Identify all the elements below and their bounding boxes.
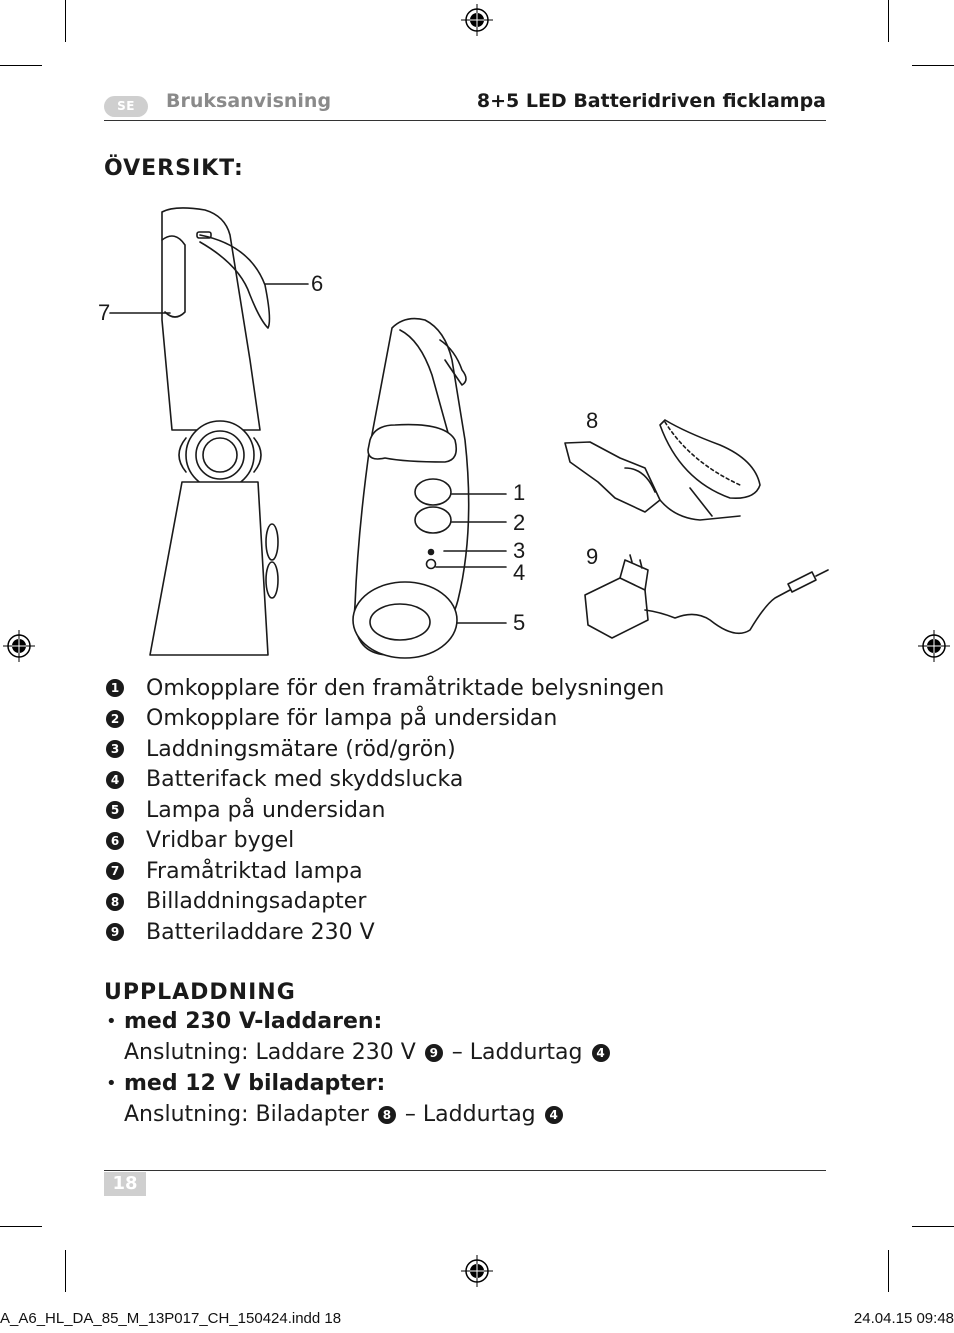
list-item [106,704,664,735]
mains-charger-drawing [585,555,828,638]
slug-date: 24.04.15 09:48 [853,1310,954,1327]
list-item [106,1006,612,1068]
header-right-title: 8+5 LED Batteridriven ficklampa [476,90,826,112]
list-item [106,917,664,948]
number-badge: 1 [106,679,124,697]
legend-label: Omkopplare för den framåtriktade belysningen [146,675,665,701]
registration-mark-right [918,630,950,662]
callout-2: 2 [513,510,526,535]
connection-text: Anslutning: Laddare 230 V [124,1040,416,1065]
number-badge: 3 [106,740,124,758]
connection-text: Anslutning: Biladapter [124,1102,369,1127]
front-lamp-drawing [150,208,278,655]
bullet-title: med 12 V biladapter: [124,1071,386,1096]
list-item [106,765,664,796]
number-badge: 7 [106,862,124,880]
callout-4: 4 [513,560,526,585]
language-badge: SE [104,96,148,117]
legend-label: Lampa på undersidan [146,797,386,823]
registration-mark-left [3,630,35,662]
connection-text-middle: – Laddurtag [451,1040,583,1065]
number-badge: 9 [425,1044,443,1062]
number-badge: 2 [106,710,124,728]
header-left-title: Bruksanvisning [166,90,332,112]
number-badge: 9 [106,923,124,941]
number-badge: 5 [106,801,124,819]
slug-file: A_A6_HL_DA_85_M_13P017_CH_150424.indd 18 [0,1310,342,1327]
list-item [106,856,664,887]
callout-3: 3 [513,538,526,563]
angled-lamp-drawing [353,319,469,658]
legend-label: Omkopplare för lampa på undersidan [146,706,558,732]
legend-label: Batterifack med skyddslucka [146,767,464,793]
list-item [106,1068,612,1130]
product-illustration [100,200,830,665]
number-badge: 8 [106,893,124,911]
callout-6: 6 [311,271,324,296]
number-badge: 4 [592,1044,610,1062]
number-badge: 6 [106,832,124,850]
car-adapter-drawing [565,420,760,520]
overview-heading: ÖVERSIKT: [104,156,244,181]
legend-label: Vridbar bygel [146,828,295,854]
callout-8: 8 [586,408,599,433]
page-number: 18 [104,1172,146,1196]
charging-list [106,1006,612,1130]
bullet-icon: • [106,1011,117,1032]
header-rule [104,120,826,121]
callout-7: 7 [98,300,111,325]
list-item [106,734,664,765]
bullet-icon: • [106,1073,117,1094]
legend-label: Billaddningsadapter [146,889,367,915]
callout-1: 1 [513,480,526,505]
callout-9: 9 [586,544,599,569]
number-badge: 4 [106,771,124,789]
registration-mark-bottom [461,1255,493,1287]
connection-text-middle: – Laddurtag [404,1102,536,1127]
number-badge: 8 [378,1106,396,1124]
overview-legend [106,673,664,948]
bullet-title: med 230 V-laddaren: [124,1009,383,1034]
callout-5: 5 [513,610,526,635]
legend-label: Framåtriktad lampa [146,858,363,884]
legend-label: Batteriladdare 230 V [146,919,375,945]
list-item [106,826,664,857]
list-item [106,673,664,704]
list-item [106,887,664,918]
charging-heading: UPPLADDNING [104,980,296,1005]
legend-label: Laddningsmätare (röd/grön) [146,736,456,762]
number-badge: 4 [545,1106,563,1124]
footer-rule [104,1170,826,1171]
list-item [106,795,664,826]
registration-mark-top [461,4,493,36]
